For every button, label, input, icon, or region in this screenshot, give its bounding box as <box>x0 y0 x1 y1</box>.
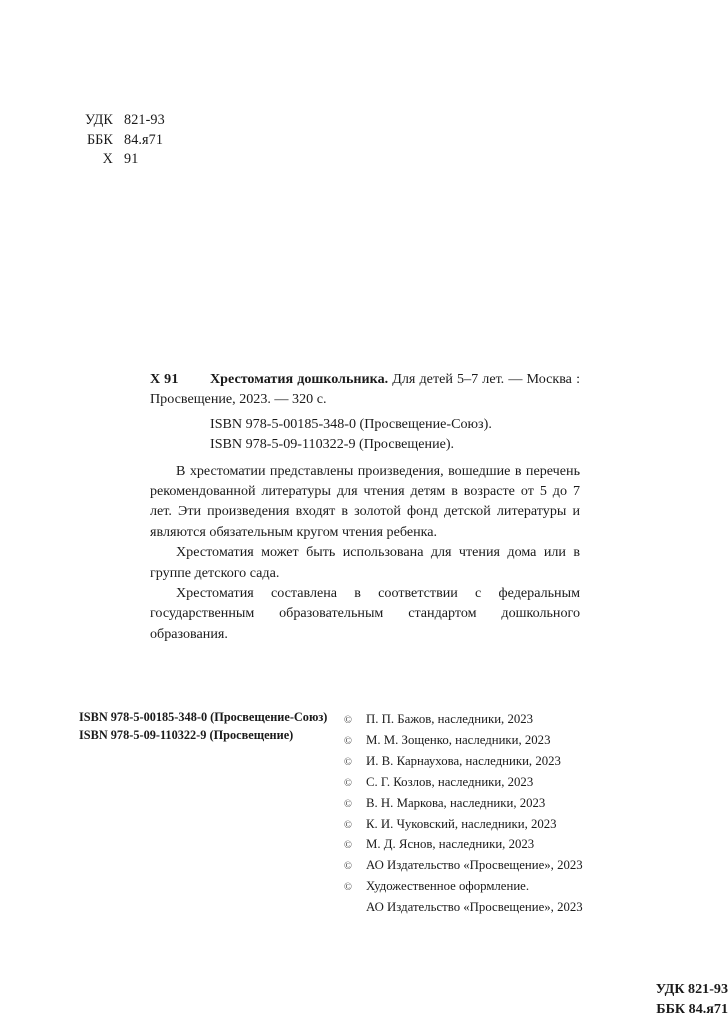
copyright-row <box>344 731 583 752</box>
copyright-row <box>344 856 583 877</box>
cip-isbn-line: ISBN 978-5-00185-348-0 (Просвещение-Союз). <box>210 415 492 432</box>
copyright-holder: Художественное оформление. <box>366 879 530 894</box>
classification-row-bbk <box>71 131 165 151</box>
annotation-text <box>150 461 580 645</box>
copyright-row <box>344 794 583 815</box>
copyright-icon: © <box>344 840 352 852</box>
copyright-holder: С. Г. Козлов, наследники, 2023 <box>366 774 534 789</box>
cip-entry-title: Хрестоматия дошкольника. <box>210 371 389 387</box>
annotation-paragraph: Хрестоматия составлена в соответствии с федеральным государственным образовательным стандартом дошкольного образования. <box>150 585 580 642</box>
copyright-row <box>344 877 583 898</box>
annotation-paragraph: Хрестоматия может быть использована для чтения дома или в группе детского сада. <box>150 544 580 581</box>
classification-value-bbk: 84.я71 <box>124 131 164 148</box>
classification-value-udk: 821-93 <box>124 112 165 128</box>
annotation-paragraph: В хрестоматии представлены произведения, вошедшие в перечень рекомендованной литературы для чтения детям в возрасте от 5 до 7 лет. Эти произведения входят в золотой фонд детской литературы и являются обязательным кругом чтения ребенка. <box>150 462 580 540</box>
classification-label-author-sign: Х <box>102 151 113 167</box>
cip-entry-code: Х 91 <box>150 371 179 387</box>
copyright-holder: В. Н. Маркова, наследники, 2023 <box>366 795 546 810</box>
copyright-icon: © <box>344 756 352 768</box>
copyright-icon: © <box>344 735 352 747</box>
copyright-row <box>344 815 583 836</box>
copyright-holder: АО Издательство «Просвещение», 2023 <box>366 858 583 873</box>
classification-footer <box>150 979 728 1019</box>
copyright-holder: АО Издательство «Просвещение», 2023 <box>366 900 583 915</box>
copyright-holder: П. П. Бажов, наследники, 2023 <box>366 712 534 726</box>
copyright-row <box>344 710 583 731</box>
classification-row-udk <box>71 111 165 131</box>
copyright-icon: © <box>344 882 352 894</box>
copyright-holder: М. М. Зощенко, наследники, 2023 <box>366 732 551 747</box>
copyright-icon: © <box>344 861 352 873</box>
colophon-isbn-line: ISBN 978-5-09-110322-9 (Просвещение) <box>79 727 294 742</box>
classification-footer-udk: УДК 821-93 <box>655 981 728 997</box>
colophon-isbn-list <box>79 709 327 744</box>
copyright-holder: К. И. Чуковский, наследники, 2023 <box>366 816 557 831</box>
copyright-icon: © <box>344 819 352 831</box>
cip-isbn-list <box>150 414 580 455</box>
copyright-holder: М. Д. Яснов, наследники, 2023 <box>366 837 535 852</box>
classification-value-author-sign: 91 <box>124 151 139 167</box>
classification-block <box>71 111 165 170</box>
copyright-row <box>344 898 583 917</box>
copyright-row <box>344 773 583 794</box>
copyright-icon: © <box>344 715 352 726</box>
classification-label-bbk: ББК <box>86 131 113 148</box>
copyright-row <box>344 752 583 773</box>
copyright-row <box>344 835 583 856</box>
cip-entry-imprint: Для детей 5–7 лет. — Москва : Просвещение, 2023. — 320 с. <box>150 371 580 408</box>
classification-row-author-sign <box>71 150 165 170</box>
colophon-isbn-line: ISBN 978-5-00185-348-0 (Просвещение-Союз) <box>79 710 328 724</box>
copyright-holder: И. В. Карнаухова, наследники, 2023 <box>366 753 561 768</box>
copyright-icon: © <box>344 798 352 810</box>
cip-isbn-line: ISBN 978-5-09-110322-9 (Просвещение). <box>210 436 455 453</box>
copyright-icon: © <box>344 777 352 789</box>
classification-footer-bbk: ББК 84.я71 <box>656 1001 728 1018</box>
cip-entry-heading <box>150 369 580 410</box>
classification-label-udk: УДК <box>84 112 113 128</box>
copyright-list <box>344 710 583 917</box>
